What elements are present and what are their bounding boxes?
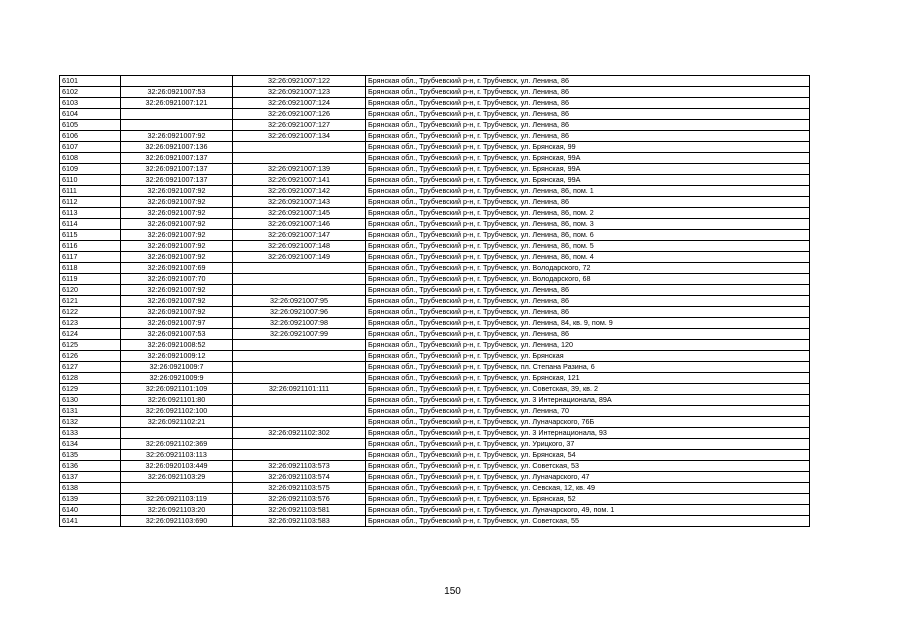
row-number-cell: 6122 [60, 307, 121, 318]
row-number-cell: 6110 [60, 175, 121, 186]
object-cadastral-number-cell: 32:26:0921103:576 [233, 494, 366, 505]
cadastral-number-cell [121, 120, 233, 131]
cadastral-number-cell: 32:26:0921103:29 [121, 472, 233, 483]
object-cadastral-number-cell [233, 285, 366, 296]
address-cell: Брянская обл., Трубчевский р-н, г. Трубчевск, ул. Ленина, 70 [366, 406, 810, 417]
table-row [60, 373, 810, 384]
cadastral-number-cell: 32:26:0921007:137 [121, 164, 233, 175]
table-row [60, 241, 810, 252]
address-cell: Брянская обл., Трубчевский р-н, г. Трубчевск, ул. Ленина, 86 [366, 329, 810, 340]
address-cell: Брянская обл., Трубчевский р-н, г. Трубчевск, ул. Брянская, 99А [366, 175, 810, 186]
cadastral-number-cell: 32:26:0921007:92 [121, 230, 233, 241]
row-number-cell: 6109 [60, 164, 121, 175]
row-number-cell: 6140 [60, 505, 121, 516]
address-cell: Брянская обл., Трубчевский р-н, г. Трубчевск, ул. Ленина, 86 [366, 98, 810, 109]
row-number-cell: 6111 [60, 186, 121, 197]
cadastral-number-cell: 32:26:0921103:113 [121, 450, 233, 461]
cadastral-number-cell: 32:26:0921007:92 [121, 197, 233, 208]
table-row [60, 362, 810, 373]
table-row [60, 186, 810, 197]
row-number-cell: 6102 [60, 87, 121, 98]
table-row [60, 450, 810, 461]
row-number-cell: 6115 [60, 230, 121, 241]
table-row [60, 505, 810, 516]
row-number-cell: 6123 [60, 318, 121, 329]
row-number-cell: 6114 [60, 219, 121, 230]
cadastral-number-cell: 32:26:0921007:69 [121, 263, 233, 274]
table-row [60, 87, 810, 98]
table-row [60, 483, 810, 494]
address-cell: Брянская обл., Трубчевский р-н, г. Трубчевск, ул. Брянская, 99А [366, 164, 810, 175]
registry-table-body [60, 76, 810, 527]
address-cell: Брянская обл., Трубчевский р-н, г. Трубчевск, ул. Брянская, 52 [366, 494, 810, 505]
cadastral-number-cell: 32:26:0921102:21 [121, 417, 233, 428]
cadastral-number-cell: 32:26:0921007:92 [121, 219, 233, 230]
row-number-cell: 6135 [60, 450, 121, 461]
object-cadastral-number-cell: 32:26:0921103:575 [233, 483, 366, 494]
address-cell: Брянская обл., Трубчевский р-н, г. Трубчевск, ул. Советская, 53 [366, 461, 810, 472]
object-cadastral-number-cell: 32:26:0921101:111 [233, 384, 366, 395]
object-cadastral-number-cell: 32:26:0921007:126 [233, 109, 366, 120]
object-cadastral-number-cell: 32:26:0921007:149 [233, 252, 366, 263]
object-cadastral-number-cell: 32:26:0921102:302 [233, 428, 366, 439]
row-number-cell: 6136 [60, 461, 121, 472]
page-number: 150 [444, 586, 461, 597]
object-cadastral-number-cell [233, 373, 366, 384]
object-cadastral-number-cell [233, 395, 366, 406]
address-cell: Брянская обл., Трубчевский р-н, г. Трубчевск, ул. Ленина, 86 [366, 285, 810, 296]
address-cell: Брянская обл., Трубчевский р-н, г. Трубчевск, ул. Ленина, 86, пом. 6 [366, 230, 810, 241]
object-cadastral-number-cell [233, 362, 366, 373]
object-cadastral-number-cell: 32:26:0921007:141 [233, 175, 366, 186]
table-row [60, 296, 810, 307]
address-cell: Брянская обл., Трубчевский р-н, г. Трубчевск, ул. Луначарского, 76Б [366, 417, 810, 428]
row-number-cell: 6117 [60, 252, 121, 263]
object-cadastral-number-cell: 32:26:0921007:96 [233, 307, 366, 318]
address-cell: Брянская обл., Трубчевский р-н, г. Трубчевск, ул. Ленина, 86 [366, 131, 810, 142]
row-number-cell: 6116 [60, 241, 121, 252]
address-cell: Брянская обл., Трубчевский р-н, г. Трубчевск, ул. Ленина, 86, пом. 3 [366, 219, 810, 230]
row-number-cell: 6112 [60, 197, 121, 208]
object-cadastral-number-cell: 32:26:0921007:147 [233, 230, 366, 241]
row-number-cell: 6129 [60, 384, 121, 395]
address-cell: Брянская обл., Трубчевский р-н, г. Трубчевск, ул. Брянская, 121 [366, 373, 810, 384]
row-number-cell: 6103 [60, 98, 121, 109]
address-cell: Брянская обл., Трубчевский р-н, г. Трубчевск, ул. 3 Интернационала, 89А [366, 395, 810, 406]
object-cadastral-number-cell: 32:26:0921103:573 [233, 461, 366, 472]
object-cadastral-number-cell: 32:26:0921007:95 [233, 296, 366, 307]
object-cadastral-number-cell: 32:26:0921007:145 [233, 208, 366, 219]
address-cell: Брянская обл., Трубчевский р-н, г. Трубчевск, ул. 3 Интернационала, 93 [366, 428, 810, 439]
table-row [60, 406, 810, 417]
cadastral-number-cell: 32:26:0921007:70 [121, 274, 233, 285]
table-row [60, 263, 810, 274]
address-cell: Брянская обл., Трубчевский р-н, г. Трубчевск, ул. Ленина, 86 [366, 296, 810, 307]
address-cell: Брянская обл., Трубчевский р-н, г. Трубчевск, ул. Володарского, 72 [366, 263, 810, 274]
table-row [60, 208, 810, 219]
address-cell: Брянская обл., Трубчевский р-н, г. Трубчевск, ул. Советская, 39, кв. 2 [366, 384, 810, 395]
object-cadastral-number-cell: 32:26:0921007:127 [233, 120, 366, 131]
address-cell: Брянская обл., Трубчевский р-н, г. Трубчевск, ул. Ленина, 86 [366, 120, 810, 131]
object-cadastral-number-cell: 32:26:0921103:581 [233, 505, 366, 516]
table-row [60, 142, 810, 153]
object-cadastral-number-cell: 32:26:0921007:99 [233, 329, 366, 340]
table-row [60, 285, 810, 296]
cadastral-number-cell: 32:26:0921101:109 [121, 384, 233, 395]
cadastral-number-cell: 32:26:0921103:20 [121, 505, 233, 516]
row-number-cell: 6131 [60, 406, 121, 417]
object-cadastral-number-cell: 32:26:0921007:123 [233, 87, 366, 98]
object-cadastral-number-cell [233, 439, 366, 450]
row-number-cell: 6120 [60, 285, 121, 296]
row-number-cell: 6128 [60, 373, 121, 384]
object-cadastral-number-cell: 32:26:0921007:146 [233, 219, 366, 230]
row-number-cell: 6141 [60, 516, 121, 527]
cadastral-number-cell: 32:26:0921007:53 [121, 329, 233, 340]
cadastral-number-cell: 32:26:0921102:369 [121, 439, 233, 450]
cadastral-number-cell: 32:26:0921102:100 [121, 406, 233, 417]
table-row [60, 351, 810, 362]
table-row [60, 318, 810, 329]
address-cell: Брянская обл., Трубчевский р-н, г. Трубчевск, ул. Луначарского, 47 [366, 472, 810, 483]
cadastral-number-cell: 32:26:0920103:449 [121, 461, 233, 472]
cadastral-number-cell [121, 483, 233, 494]
address-cell: Брянская обл., Трубчевский р-н, г. Трубчевск, ул. Брянская, 99А [366, 153, 810, 164]
object-cadastral-number-cell [233, 340, 366, 351]
row-number-cell: 6113 [60, 208, 121, 219]
cadastral-number-cell: 32:26:0921007:97 [121, 318, 233, 329]
object-cadastral-number-cell [233, 450, 366, 461]
table-row [60, 417, 810, 428]
table-row [60, 109, 810, 120]
address-cell: Брянская обл., Трубчевский р-н, г. Трубчевск, ул. Брянская, 54 [366, 450, 810, 461]
object-cadastral-number-cell: 32:26:0921007:148 [233, 241, 366, 252]
row-number-cell: 6108 [60, 153, 121, 164]
row-number-cell: 6105 [60, 120, 121, 131]
address-cell: Брянская обл., Трубчевский р-н, г. Трубчевск, ул. Ленина, 86, пом. 1 [366, 186, 810, 197]
table-row [60, 98, 810, 109]
table-row [60, 252, 810, 263]
cadastral-number-cell: 32:26:0921007:121 [121, 98, 233, 109]
address-cell: Брянская обл., Трубчевский р-н, г. Трубчевск, ул. Севская, 12, кв. 49 [366, 483, 810, 494]
row-number-cell: 6107 [60, 142, 121, 153]
row-number-cell: 6125 [60, 340, 121, 351]
cadastral-number-cell: 32:26:0921009:9 [121, 373, 233, 384]
cadastral-number-cell: 32:26:0921103:690 [121, 516, 233, 527]
cadastral-number-cell: 32:26:0921007:92 [121, 296, 233, 307]
object-cadastral-number-cell: 32:26:0921007:124 [233, 98, 366, 109]
address-cell: Брянская обл., Трубчевский р-н, г. Трубчевск, ул. Советская, 55 [366, 516, 810, 527]
address-cell: Брянская обл., Трубчевский р-н, г. Трубчевск, ул. Брянская, 99 [366, 142, 810, 153]
row-number-cell: 6104 [60, 109, 121, 120]
cadastral-number-cell: 32:26:0921009:7 [121, 362, 233, 373]
cadastral-number-cell: 32:26:0921007:92 [121, 285, 233, 296]
table-row [60, 307, 810, 318]
object-cadastral-number-cell: 32:26:0921007:139 [233, 164, 366, 175]
table-row [60, 472, 810, 483]
address-cell: Брянская обл., Трубчевский р-н, г. Трубчевск, пл. Степана Разина, 6 [366, 362, 810, 373]
row-number-cell: 6133 [60, 428, 121, 439]
address-cell: Брянская обл., Трубчевский р-н, г. Трубчевск, ул. Ленина, 86 [366, 307, 810, 318]
table-row [60, 384, 810, 395]
address-cell: Брянская обл., Трубчевский р-н, г. Трубчевск, ул. Брянская [366, 351, 810, 362]
address-cell: Брянская обл., Трубчевский р-н, г. Трубчевск, ул. Ленина, 84, кв. 9, пом. 9 [366, 318, 810, 329]
registry-table [59, 75, 810, 527]
object-cadastral-number-cell [233, 153, 366, 164]
row-number-cell: 6106 [60, 131, 121, 142]
object-cadastral-number-cell [233, 274, 366, 285]
address-cell: Брянская обл., Трубчевский р-н, г. Трубчевск, ул. Ленина, 86, пом. 5 [366, 241, 810, 252]
row-number-cell: 6134 [60, 439, 121, 450]
cadastral-number-cell: 32:26:0921007:137 [121, 153, 233, 164]
address-cell: Брянская обл., Трубчевский р-н, г. Трубчевск, ул. Ленина, 86 [366, 76, 810, 87]
table-row [60, 516, 810, 527]
table-row [60, 340, 810, 351]
cadastral-number-cell: 32:26:0921007:92 [121, 186, 233, 197]
object-cadastral-number-cell [233, 417, 366, 428]
address-cell: Брянская обл., Трубчевский р-н, г. Трубчевск, ул. Ленина, 86, пом. 4 [366, 252, 810, 263]
table-row [60, 428, 810, 439]
cadastral-number-cell: 32:26:0921101:80 [121, 395, 233, 406]
row-number-cell: 6121 [60, 296, 121, 307]
table-row [60, 439, 810, 450]
table-row [60, 76, 810, 87]
cadastral-number-cell: 32:26:0921009:12 [121, 351, 233, 362]
table-row [60, 153, 810, 164]
row-number-cell: 6124 [60, 329, 121, 340]
cadastral-number-cell [121, 109, 233, 120]
table-row [60, 395, 810, 406]
cadastral-number-cell: 32:26:0921007:92 [121, 131, 233, 142]
object-cadastral-number-cell [233, 351, 366, 362]
cadastral-number-cell: 32:26:0921007:92 [121, 208, 233, 219]
table-row [60, 197, 810, 208]
cadastral-number-cell: 32:26:0921007:92 [121, 307, 233, 318]
table-row [60, 175, 810, 186]
table-row [60, 329, 810, 340]
cadastral-number-cell: 32:26:0921007:92 [121, 252, 233, 263]
cadastral-number-cell: 32:26:0921007:137 [121, 175, 233, 186]
row-number-cell: 6130 [60, 395, 121, 406]
row-number-cell: 6132 [60, 417, 121, 428]
cadastral-number-cell: 32:26:0921007:136 [121, 142, 233, 153]
table-row [60, 494, 810, 505]
address-cell: Брянская обл., Трубчевский р-н, г. Трубчевск, ул. Ленина, 86 [366, 197, 810, 208]
object-cadastral-number-cell [233, 406, 366, 417]
object-cadastral-number-cell: 32:26:0921007:134 [233, 131, 366, 142]
row-number-cell: 6126 [60, 351, 121, 362]
address-cell: Брянская обл., Трубчевский р-н, г. Трубчевск, ул. Луначарского, 49, пом. 1 [366, 505, 810, 516]
row-number-cell: 6139 [60, 494, 121, 505]
row-number-cell: 6101 [60, 76, 121, 87]
row-number-cell: 6138 [60, 483, 121, 494]
address-cell: Брянская обл., Трубчевский р-н, г. Трубчевск, ул. Урицкого, 37 [366, 439, 810, 450]
cadastral-number-cell: 32:26:0921007:92 [121, 241, 233, 252]
row-number-cell: 6137 [60, 472, 121, 483]
table-row [60, 230, 810, 241]
table-row [60, 164, 810, 175]
row-number-cell: 6119 [60, 274, 121, 285]
object-cadastral-number-cell: 32:26:0921103:583 [233, 516, 366, 527]
table-row [60, 219, 810, 230]
address-cell: Брянская обл., Трубчевский р-н, г. Трубчевск, ул. Ленина, 86 [366, 87, 810, 98]
address-cell: Брянская обл., Трубчевский р-н, г. Трубчевск, ул. Ленина, 86 [366, 109, 810, 120]
object-cadastral-number-cell: 32:26:0921007:122 [233, 76, 366, 87]
row-number-cell: 6127 [60, 362, 121, 373]
address-cell: Брянская обл., Трубчевский р-н, г. Трубчевск, ул. Ленина, 86, пом. 2 [366, 208, 810, 219]
table-row [60, 461, 810, 472]
object-cadastral-number-cell: 32:26:0921007:143 [233, 197, 366, 208]
table-row [60, 131, 810, 142]
table-row [60, 120, 810, 131]
object-cadastral-number-cell: 32:26:0921007:98 [233, 318, 366, 329]
cadastral-number-cell: 32:26:0921103:119 [121, 494, 233, 505]
object-cadastral-number-cell: 32:26:0921103:574 [233, 472, 366, 483]
object-cadastral-number-cell: 32:26:0921007:142 [233, 186, 366, 197]
cadastral-number-cell: 32:26:0921007:53 [121, 87, 233, 98]
address-cell: Брянская обл., Трубчевский р-н, г. Трубчевск, ул. Володарского, 68 [366, 274, 810, 285]
cadastral-number-cell [121, 76, 233, 87]
object-cadastral-number-cell [233, 263, 366, 274]
address-cell: Брянская обл., Трубчевский р-н, г. Трубчевск, ул. Ленина, 120 [366, 340, 810, 351]
row-number-cell: 6118 [60, 263, 121, 274]
cadastral-number-cell [121, 428, 233, 439]
table-row [60, 274, 810, 285]
cadastral-number-cell: 32:26:0921008:52 [121, 340, 233, 351]
object-cadastral-number-cell [233, 142, 366, 153]
